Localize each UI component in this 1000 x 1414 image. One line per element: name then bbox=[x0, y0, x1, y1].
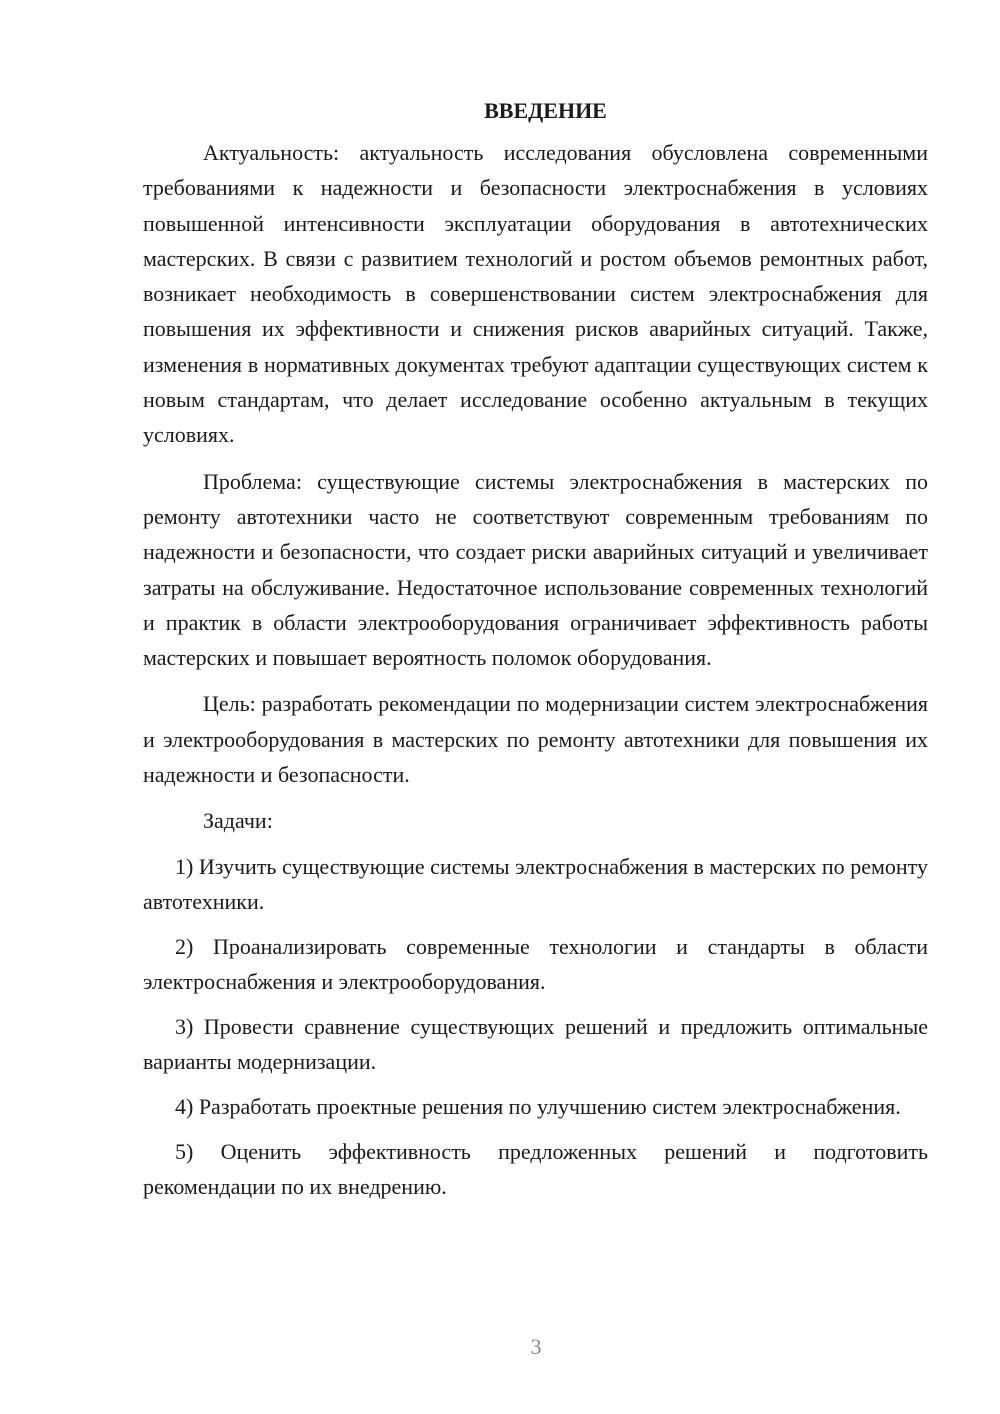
task-item-5: 5) Оценить эффективность предложенных решений и подготовить рекомендации по их внедрению. bbox=[143, 1139, 928, 1200]
task-item-4: 4) Разработать проектные решения по улучшению систем электроснабжения. bbox=[175, 1094, 901, 1120]
section-title: ВВЕДЕНИЕ bbox=[484, 98, 607, 123]
task-item-3: 3) Провести сравнение существующих решений и предложить оптимальные варианты модернизации. bbox=[143, 1014, 928, 1075]
page-number: 3 bbox=[530, 1334, 542, 1359]
tasks-heading: Задачи: bbox=[203, 808, 273, 834]
page-content bbox=[143, 93, 928, 1214]
paragraph-relevance: Актуальность: актуальность исследования обусловлена современными требованиями к надежности и безопасности электроснабжения в условиях повышенной интенсивности эксплуатации оборудования в автотехнических мастерских. В связи с развитием технологий и ростом объемов ремонтных работ, возникает необходимость в совершенствовании систем электроснабжения для повышения их эффективности и снижения рисков аварийных ситуаций. Также, изменения в нормативных документах требуют адаптации существующих систем к новым стандартам, что делает исследование особенно актуальным в текущих условиях. bbox=[143, 140, 928, 448]
task-item-1: 1) Изучить существующие системы электроснабжения в мастерских по ремонту автотехники. bbox=[143, 854, 928, 915]
paragraph-goal: Цель: разработать рекомендации по модернизации систем электроснабжения и электрооборудования в мастерских по ремонту автотехники для повышения их надежности и безопасности. bbox=[143, 691, 928, 788]
task-item-2: 2) Проанализировать современные технологии и стандарты в области электроснабжения и электрооборудования. bbox=[143, 934, 928, 995]
paragraph-problem: Проблема: существующие системы электроснабжения в мастерских по ремонту автотехники часто не соответствуют современным требованиям по надежности и безопасности, что создает риски аварийных ситуаций и увеличивает затраты на обслуживание. Недостаточное использование современных технологий и практик в области электрооборудования ограничивает эффективность работы мастерских и повышает вероятность поломок оборудования. bbox=[143, 468, 928, 671]
